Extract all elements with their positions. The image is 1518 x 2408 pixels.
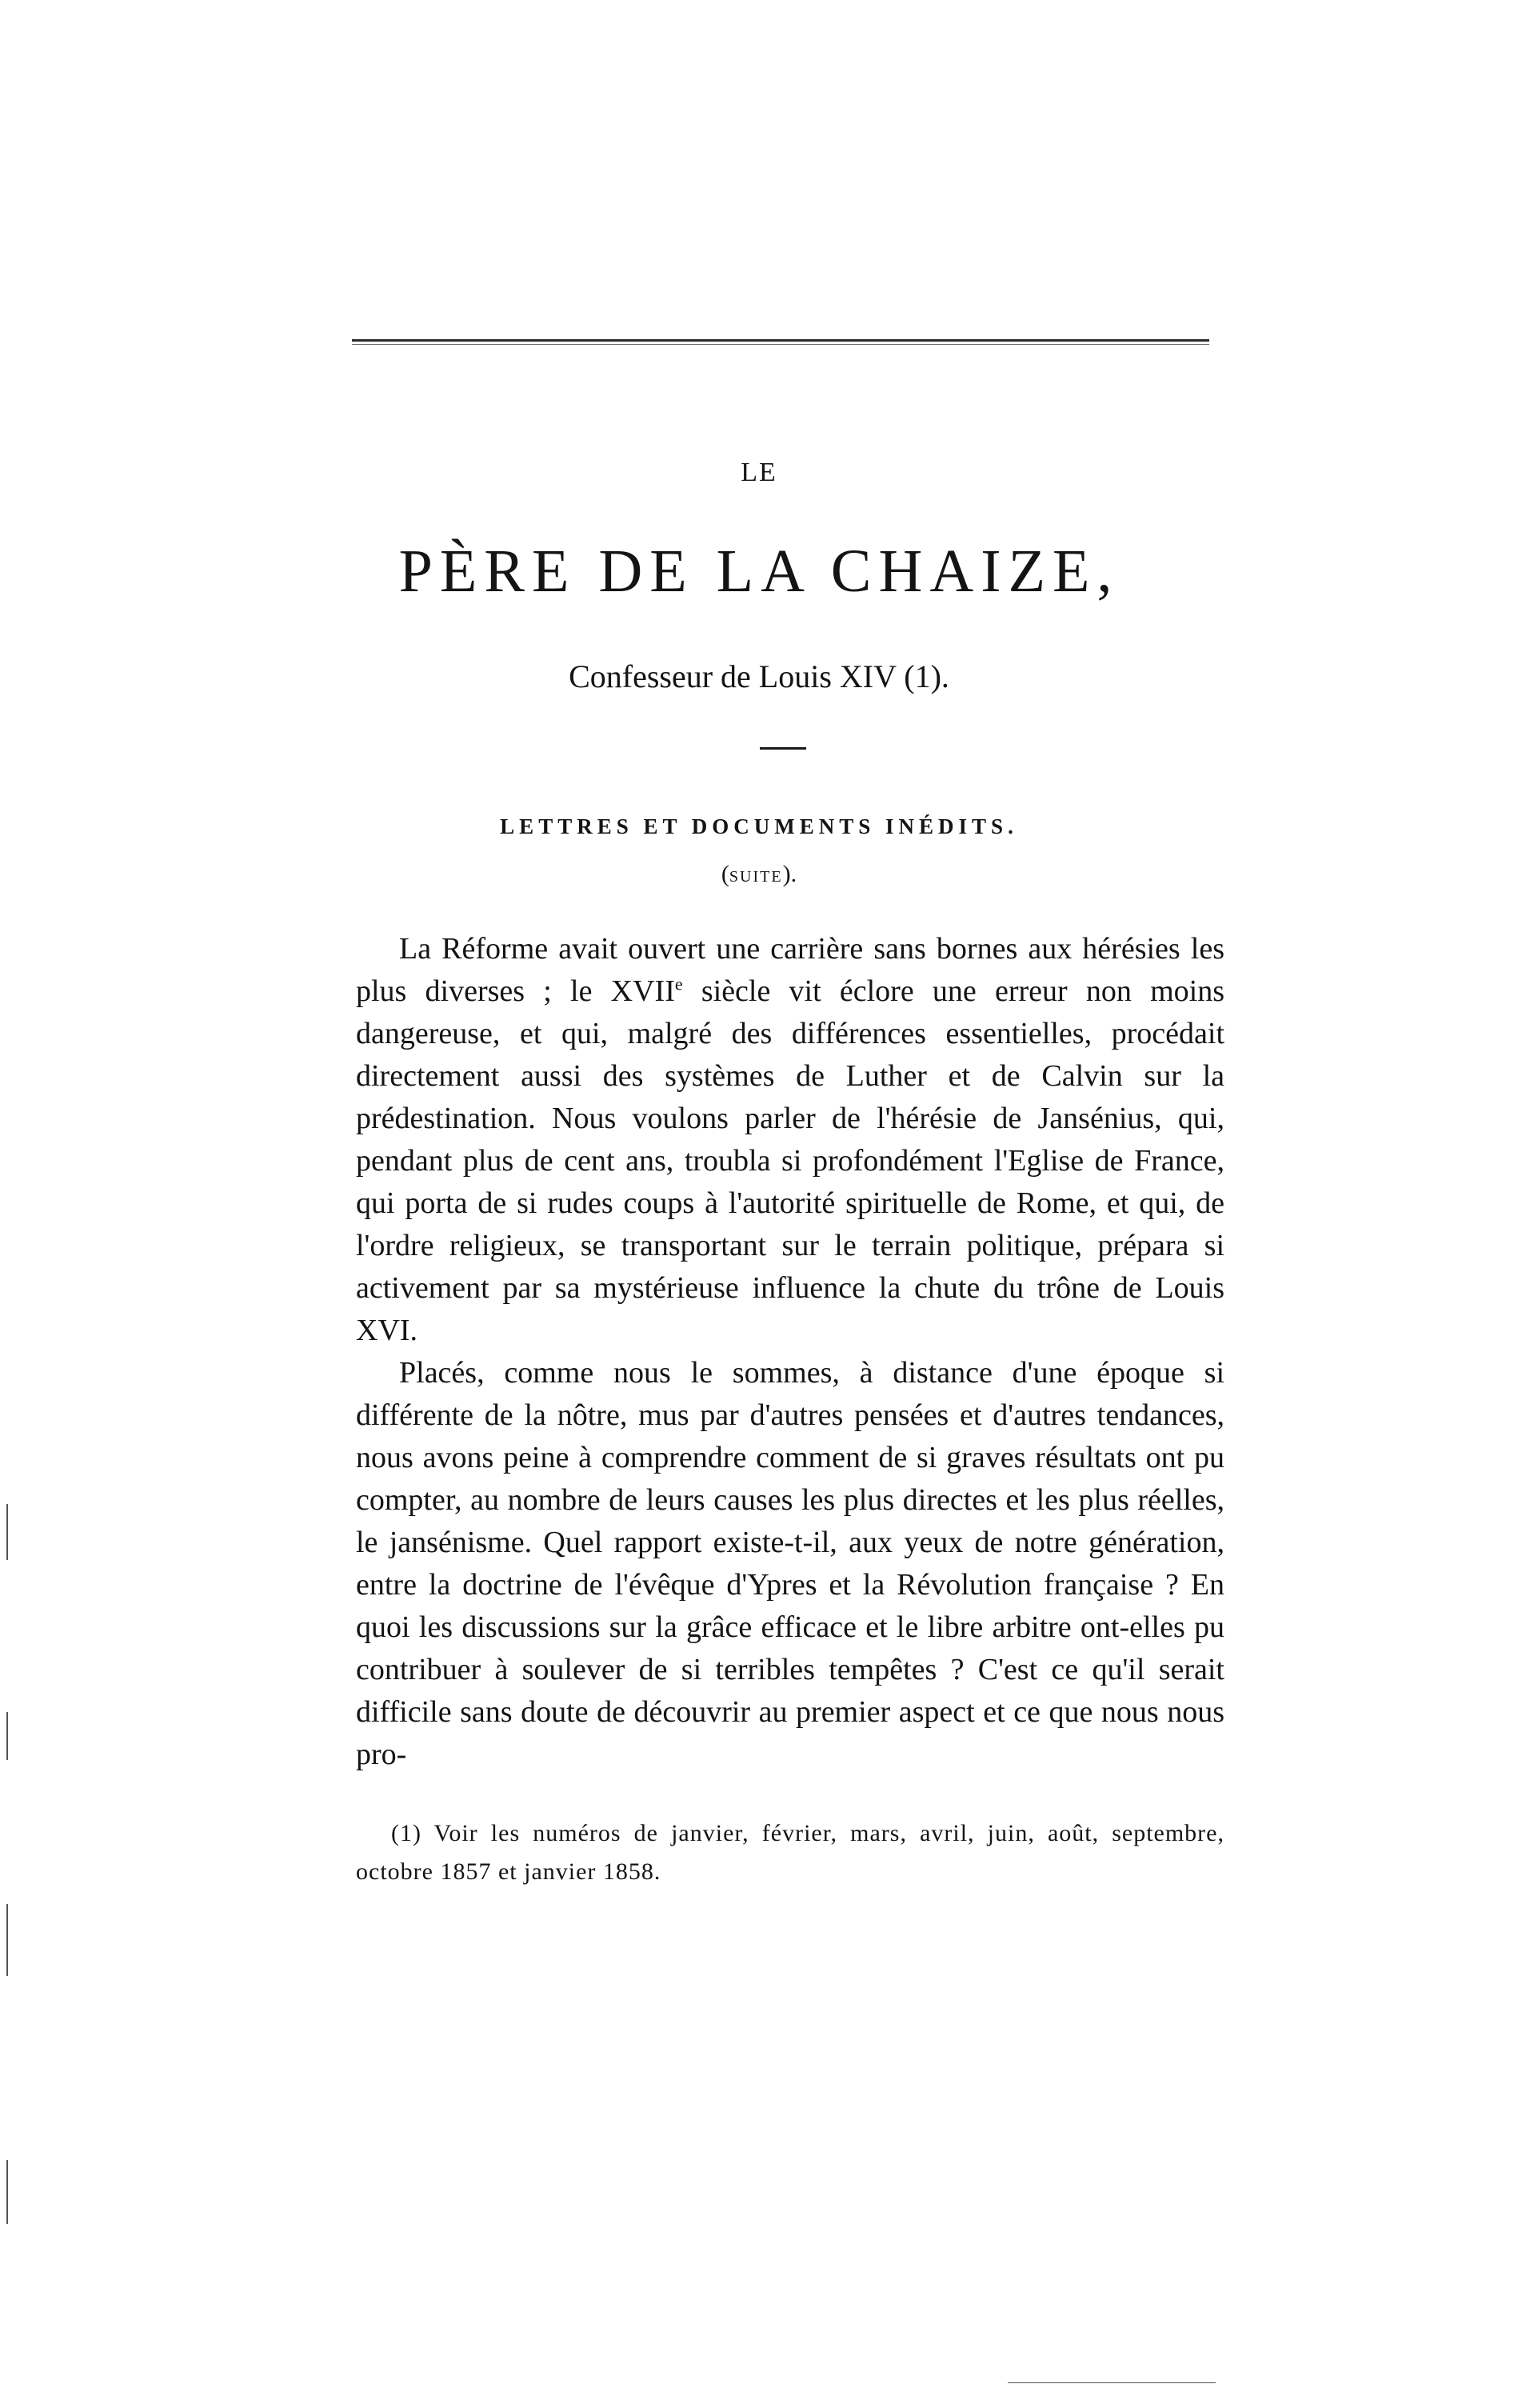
article-title: PÈRE DE LA CHAIZE, bbox=[398, 538, 1120, 605]
footnote: (1) Voir les numéros de janvier, février, mars, avril, juin, août, septembre, octobre 1857 et janvier 1858. bbox=[356, 1820, 1224, 1885]
paragraph-2: Placés, comme nous le sommes, à distance d'une époque si différente de la nôtre, mus par d'autres pensées et d'autres tendances, nous avons peine à comprendre comment de si graves résultats ont pu compter, au nombre de leurs causes les plus directes et les plus réelles, le jansénisme. Quel rapport existe-t-il, aux yeux de notre génération, entre la doctrine de l'évêque d'Ypres et la Révolution française ? En quoi les discussions sur la grâce efficace et le libre arbitre ont-elles pu contribuer à soulever de si terribles tempêtes ? C'est ce qu'il serait difficile sans doute de découvrir au premier aspect et ce que nous nous pro- bbox=[356, 1356, 1224, 1771]
margin-scan-mark bbox=[6, 2160, 8, 2224]
top-rule-thin bbox=[352, 344, 1209, 345]
suite-label bbox=[0, 861, 1518, 888]
article-subtitle: Confesseur de Louis XIV (1). bbox=[569, 658, 949, 694]
suite-word: SUITE bbox=[729, 868, 783, 886]
paragraph-1-part-1: La Réforme avait ouvert une carrière sans bornes aux hérésies les plus diverses ; le XVII bbox=[356, 932, 1224, 1008]
title-article: LE bbox=[741, 458, 777, 487]
top-rule bbox=[352, 339, 1209, 342]
paragraph-1 bbox=[356, 928, 1224, 1352]
title-dash bbox=[760, 747, 806, 750]
suite-close: ). bbox=[782, 861, 797, 887]
body-text bbox=[356, 928, 1224, 1776]
margin-scan-mark bbox=[6, 1904, 8, 1976]
bottom-rule bbox=[1008, 2382, 1216, 2383]
paragraph-1-part-2: siècle vit éclore une erreur non moins dangereuse, et qui, malgré des différences essentielles, procédait directement aussi des systèmes de Luther et de Calvin sur la prédestination. Nous voulons parler de l'hérésie de Jansénius, qui, pendant plus de cent ans, troubla si profondément l'Eglise de France, qui porta de si rudes coups à l'autorité spirituelle de Rome, et qui, de l'ordre religieux, se transportant sur le terrain politique, prépara si activement par sa mystérieuse influence la chute du trône de Louis XVI. bbox=[356, 974, 1224, 1347]
margin-scan-mark bbox=[6, 1712, 8, 1760]
margin-scan-mark bbox=[6, 1504, 8, 1560]
section-heading: LETTRES ET DOCUMENTS INÉDITS. bbox=[500, 814, 1018, 838]
paragraph-1-superscript: e bbox=[674, 974, 683, 994]
suite-open: ( bbox=[721, 861, 729, 887]
